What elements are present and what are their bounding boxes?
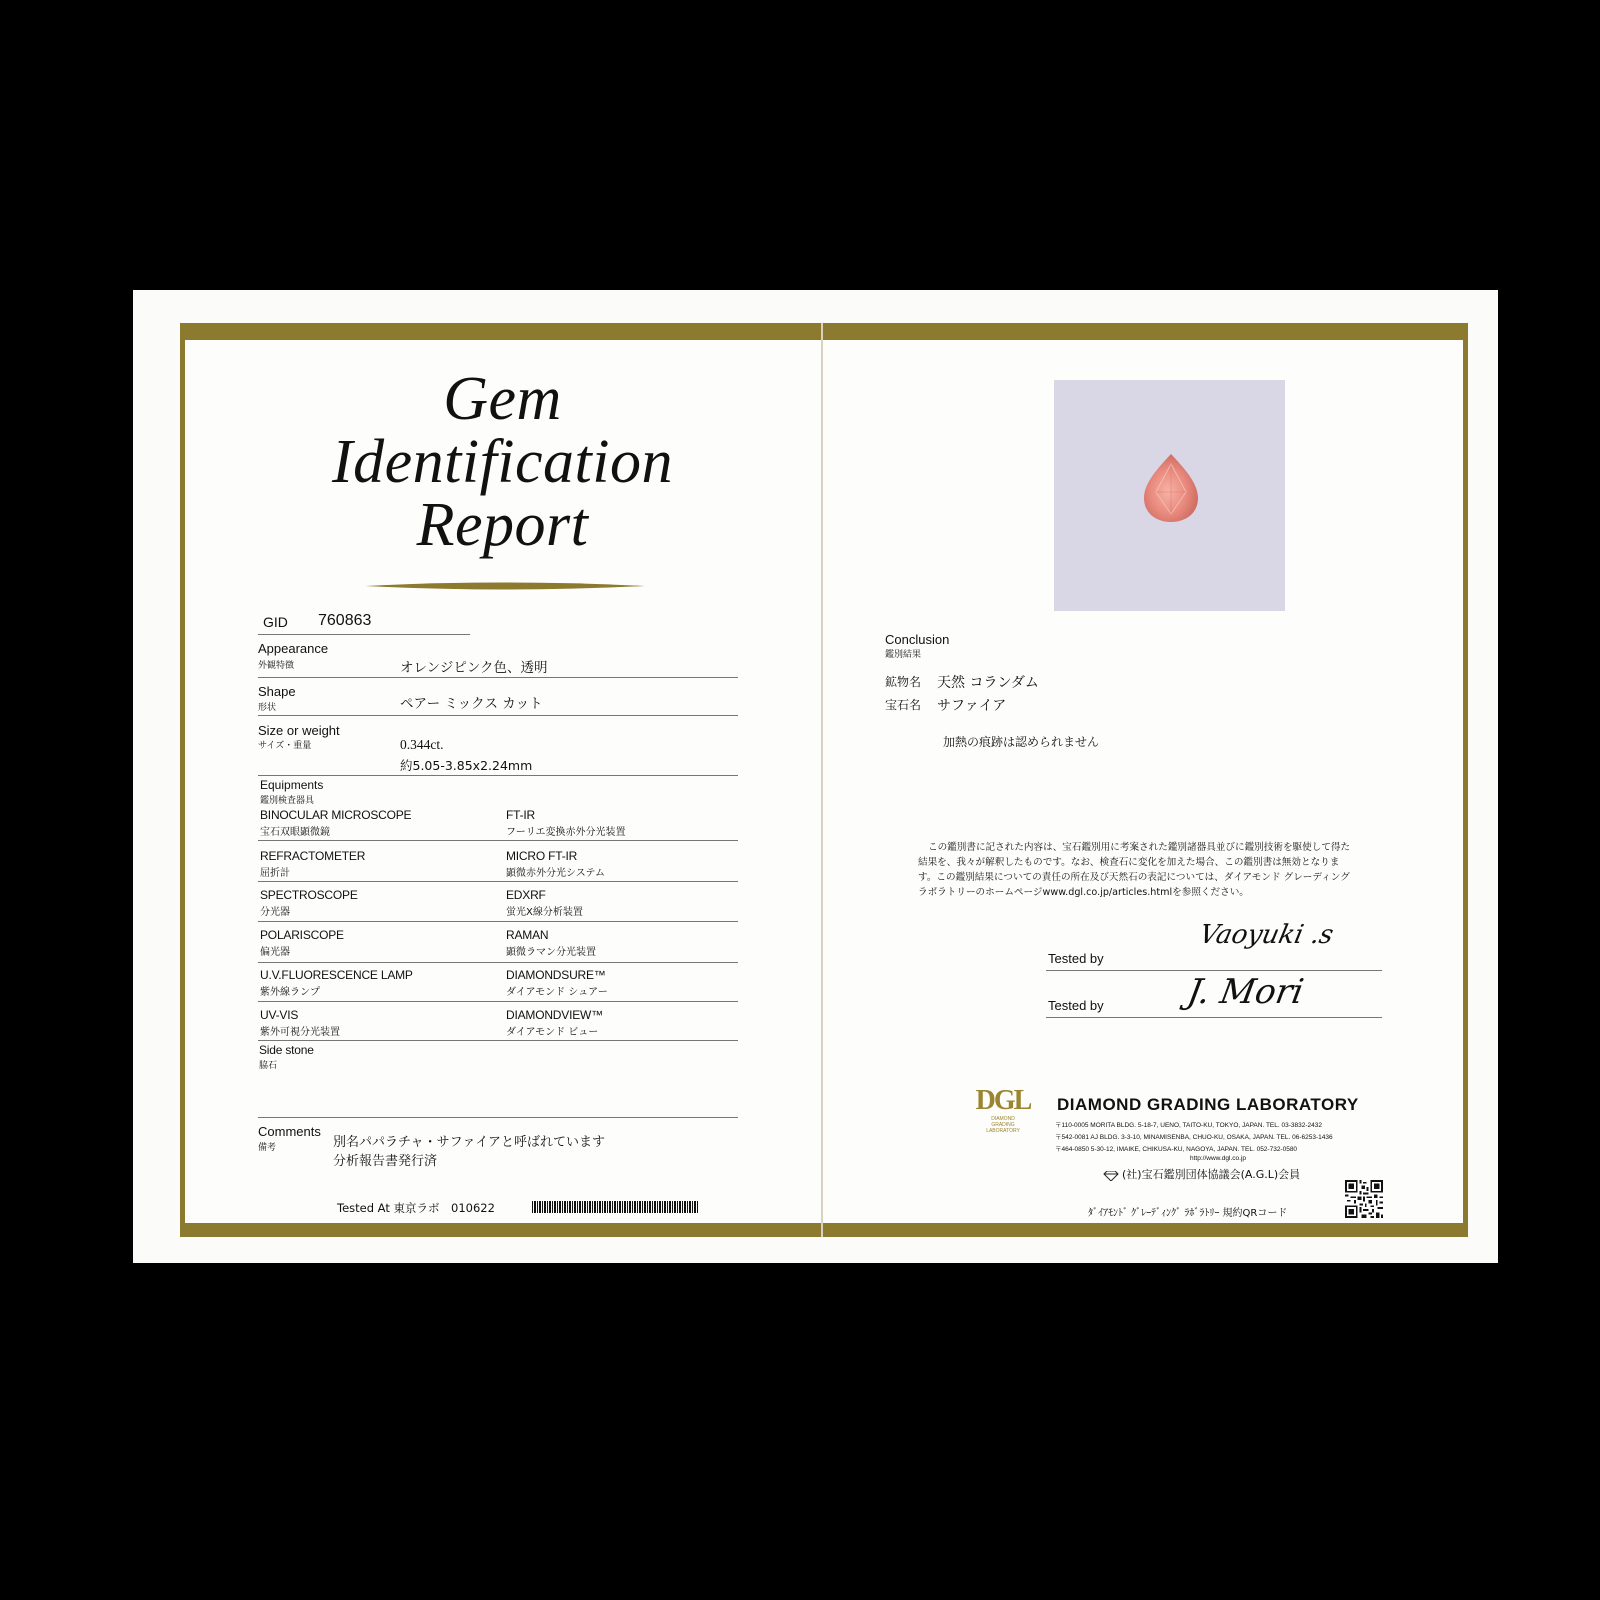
dgl-logo (973, 1086, 1033, 1134)
size-label-jp: サイズ・重量 (258, 741, 312, 751)
weight-value: 0.344ct. (400, 737, 444, 752)
equipment-left-jp: 紫外可視分光装置 (260, 1027, 340, 1038)
fold-line (821, 323, 823, 1237)
row-rule (258, 677, 738, 678)
gem-name-label: 宝石名 (885, 698, 922, 712)
conclusion-label: Conclusion (885, 632, 950, 647)
equipment-right-jp: 顕微赤外分光システム (506, 868, 605, 879)
signature-2: J. Mori (1184, 972, 1307, 1012)
treatment-note: 加熱の痕跡は認められません (943, 735, 1100, 749)
equipment-left-jp: 偏光器 (260, 947, 290, 958)
qr-label: ﾀﾞｲｱﾓﾝﾄﾞ ｸﾞﾚｰﾃﾞｨﾝｸﾞ ﾗﾎﾞﾗﾄﾘｰ 規約QRコード (1088, 1208, 1288, 1219)
row-rule (258, 715, 738, 716)
equipment-left-jp: 分光器 (260, 907, 290, 918)
title-line-1: Gem (443, 365, 562, 433)
equipment-right-en: MICRO FT-IR (506, 849, 578, 863)
equipment-right-jp: ダイアモンド ビュー (506, 1027, 599, 1038)
equipment-left-en: BINOCULAR MICROSCOPE (260, 808, 412, 822)
disclaimer-line-3: す。この鑑別結果についての責任の所在及び天然石の表記については、ダイアモンド グレーディング (918, 872, 1350, 883)
logo-sub-1: DIAMOND (991, 1116, 1015, 1122)
row-rule (258, 962, 738, 963)
appearance-label: Appearance (258, 641, 329, 656)
shape-label: Shape (258, 684, 296, 699)
equipment-left-jp: 紫外線ランプ (260, 987, 320, 998)
gid-value: 760863 (318, 612, 372, 629)
gem-name-value: サファイア (937, 698, 1007, 714)
lab-address-tokyo: 〒110-0005 MORITA BLDG. 5-18-7, UENO, TAITO-KU, TOKYO, JAPAN. TEL. 03-3832-2432 (1055, 1122, 1322, 1129)
dimensions-value: 約5.05-3.85x2.24mm (400, 758, 533, 773)
disclaimer-line-4: ラボラトリーのホームページwww.dgl.co.jp/articles.htmlを参照ください。 (918, 887, 1249, 898)
side-stone-label-jp: 脇石 (259, 1061, 278, 1071)
equipment-right-jp: 顕微ラマン分光装置 (506, 947, 596, 958)
appearance-value: オレンジピンク色、透明 (400, 660, 548, 676)
shape-label-jp: 形状 (258, 703, 277, 713)
equipment-right-en: DIAMONDSURE™ (506, 968, 606, 982)
size-label: Size or weight (258, 723, 340, 738)
equipment-right-en: RAMAN (506, 928, 549, 942)
row-rule (258, 881, 738, 882)
lab-address-osaka: 〒542-0081 AJ BLDG. 3-3-10, MINAMISENBA, CHUO-KU, OSAKA, JAPAN. TEL. 06-6253-1436 (1055, 1134, 1333, 1141)
row-rule (258, 921, 738, 922)
qr-code-icon (1345, 1180, 1383, 1218)
signature-rule (1046, 970, 1382, 971)
tested-by-label-1: Tested by (1048, 951, 1104, 966)
signature-1: Vaoyuki .s (1196, 920, 1337, 950)
equipment-left-jp: 屈折計 (260, 868, 290, 879)
gid-rule (258, 634, 470, 635)
disclaimer-line-2: 結果を、我々が解釈したものです。なお、検査石に変化を加えた場合、この鑑別書は無効となりま (918, 857, 1340, 868)
row-rule (258, 775, 738, 776)
shape-value: ペアー ミックス カット (400, 696, 543, 712)
lab-url: http://www.dgl.co.jp (1190, 1155, 1246, 1162)
equipment-left-en: SPECTROSCOPE (260, 888, 358, 902)
title-line-3: Report (416, 491, 589, 559)
side-stone-label: Side stone (259, 1043, 314, 1057)
signature-rule (1046, 1017, 1382, 1018)
equipment-right-en: DIAMONDVIEW™ (506, 1008, 603, 1022)
logo-sub-2: GRADING (991, 1122, 1015, 1128)
tested-at-label: Tested At 東京ラボ 010622 (337, 1201, 495, 1215)
gid-label: GID (263, 614, 288, 630)
diamond-icon (1103, 1168, 1119, 1178)
row-rule (258, 1040, 738, 1041)
equipment-left-en: REFRACTOMETER (260, 849, 366, 863)
equipment-left-en: UV-VIS (260, 1008, 299, 1022)
dgl-logo-mark: DGL (975, 1085, 1031, 1116)
disclaimer-line-1: この鑑別書に記された内容は、宝石鑑別用に考案された鑑別諸器具並びに鑑別技術を駆使して得た (928, 842, 1351, 853)
equipment-left-jp: 宝石双眼顕微鏡 (260, 827, 330, 838)
tested-by-label-2: Tested by (1048, 998, 1104, 1013)
comments-line-1: 別名パパラチャ・サファイアと呼ばれています (333, 1135, 605, 1150)
conclusion-label-jp: 鑑別結果 (885, 650, 922, 660)
barcode (532, 1201, 698, 1213)
title-swoosh-divider (365, 581, 645, 591)
mineral-value: 天然 コランダム (937, 675, 1039, 691)
logo-sub-3: LABORATORY (986, 1128, 1020, 1134)
equipment-right-jp: 蛍光X線分析装置 (506, 907, 583, 918)
gem-stone-icon (1142, 452, 1200, 524)
equipment-left-en: U.V.FLUORESCENCE LAMP (260, 968, 413, 982)
title-line-2: Identification (331, 428, 674, 496)
report-title (320, 365, 685, 559)
equipment-left-en: POLARISCOPE (260, 928, 344, 942)
appearance-label-jp: 外観特徴 (258, 661, 295, 671)
row-rule (258, 1001, 738, 1002)
lab-address-nagoya: 〒464-0850 5-30-12, IMAIKE, CHIKUSA-KU, NAGOYA, JAPAN. TEL. 052-732-0580 (1055, 1146, 1298, 1153)
equipment-right-en: EDXRF (506, 888, 546, 902)
mineral-label: 鉱物名 (885, 675, 922, 689)
equipments-label-jp: 鑑別検査器具 (260, 796, 315, 806)
lab-name: DIAMOND GRADING LABORATORY (1057, 1095, 1359, 1114)
equipment-right-en: FT-IR (506, 808, 535, 822)
equipments-label: Equipments (260, 778, 324, 792)
comments-line-2: 分析報告書発行済 (333, 1154, 438, 1169)
row-rule (258, 840, 738, 841)
agl-member: (社)宝石鑑別団体協議会(A.G.L)会員 (1122, 1168, 1301, 1181)
row-rule (258, 1117, 738, 1118)
comments-label: Comments (258, 1124, 321, 1139)
disclaimer-text (918, 840, 1410, 900)
comments-label-jp: 備考 (258, 1143, 277, 1153)
equipment-right-jp: フーリエ変換赤外分光装置 (506, 827, 626, 838)
equipment-right-jp: ダイアモンド シュアー (506, 987, 608, 998)
